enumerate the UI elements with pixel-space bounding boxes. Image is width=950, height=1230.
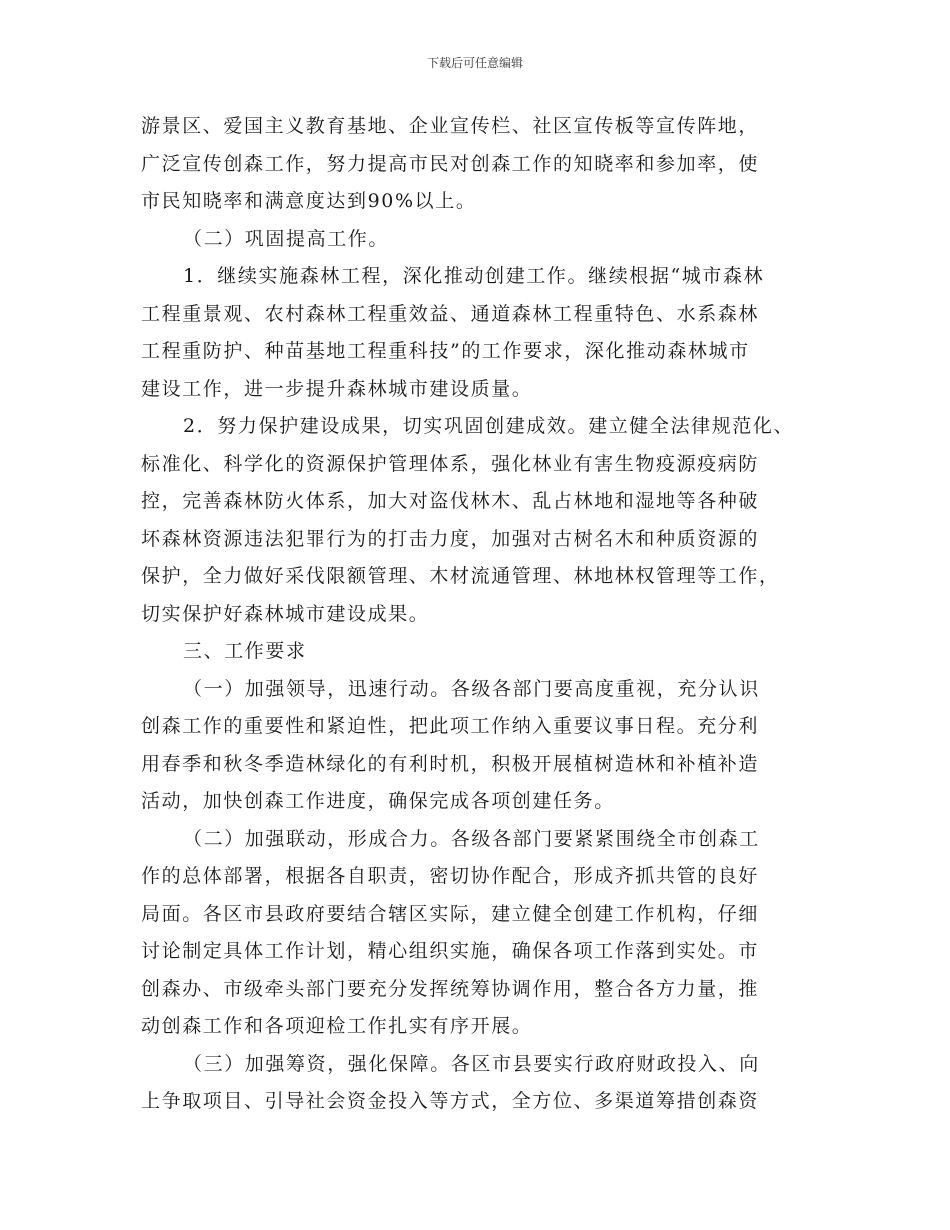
text-line: 控，完善森林防火体系，加大对盗伐林木、乱占林地和湿地等各种破: [141, 490, 760, 512]
document-body: [141, 108, 831, 1121]
text-line: 用春季和秋冬季造林绿化的有利时机，积极开展植树造林和补植补造: [141, 752, 760, 775]
text-line: 标准化、科学化的资源保护管理体系，强化林业有害生物疫源疫病防: [141, 452, 760, 475]
text-line: 活动，加快创森工作进度，确保完成各项创建任务。: [141, 790, 615, 812]
text-line: （一）加强领导，迅速行动。各级各部门要高度重视，充分认识: [183, 677, 760, 700]
text-line: 坏森林资源违法犯罪行为的打击力度，加强对古树名木和种质资源的: [141, 527, 760, 550]
text-line: 讨论制定具体工作计划，精心组织实施，确保各项工作落到实处。市: [141, 940, 760, 962]
text-line: 市民知晓率和满意度达到90%以上。: [141, 190, 477, 212]
text-line: 作的总体部署，根据各自职责，密切协作配合，形成齐抓共管的良好: [141, 865, 760, 887]
page-header: 下载后可任意编辑: [426, 56, 523, 70]
text-line: 局面。各区市县政府要结合辖区实际，建立健全创建工作机构，仔细: [141, 902, 760, 925]
text-line: 三、工作要求: [183, 640, 307, 662]
text-line: 2．努力保护建设成果，切实巩固创建成效。建立健全法律规范化、: [183, 415, 795, 437]
text-line: （二）巩固提高工作。: [183, 227, 390, 250]
text-line: 工程重景观、农村森林工程重效益、通道森林工程重特色、水系森林: [141, 302, 760, 325]
text-line: （三）加强筹资，强化保障。各区市县要实行政府财政投入、向: [183, 1052, 760, 1075]
text-line: 游景区、爱国主义教育基地、企业宣传栏、社区宣传板等宣传阵地，: [141, 115, 760, 137]
text-line: 1．继续实施森林工程，深化推动创建工作。继续根据“城市森林: [183, 265, 765, 287]
text-line: 创森工作的重要性和紧迫性，把此项工作纳入重要议事日程。充分利: [141, 715, 760, 737]
text-line: 保护，全力做好采伐限额管理、木材流通管理、林地林权管理等工作，: [141, 565, 780, 587]
text-line: 工程重防护、种苗基地工程重科技”的工作要求，深化推动森林城市: [141, 340, 750, 362]
text-line: 广泛宣传创森工作，努力提高市民对创森工作的知晓率和参加率，使: [141, 152, 760, 175]
text-line: 切实保护好森林城市建设成果。: [141, 602, 430, 625]
text-line: 创森办、市级牵头部门要充分发挥统筹协调作用，整合各方力量，推: [141, 977, 760, 1000]
text-line: 建设工作，进一步提升森林城市建设质量。: [141, 377, 533, 400]
text-line: 动创森工作和各项迎检工作扎实有序开展。: [141, 1015, 533, 1037]
text-line: 上争取项目、引导社会资金投入等方式，全方位、多渠道筹措创森资: [141, 1090, 760, 1112]
text-line: （二）加强联动，形成合力。各级各部门要紧紧围绕全市创森工: [183, 827, 760, 850]
